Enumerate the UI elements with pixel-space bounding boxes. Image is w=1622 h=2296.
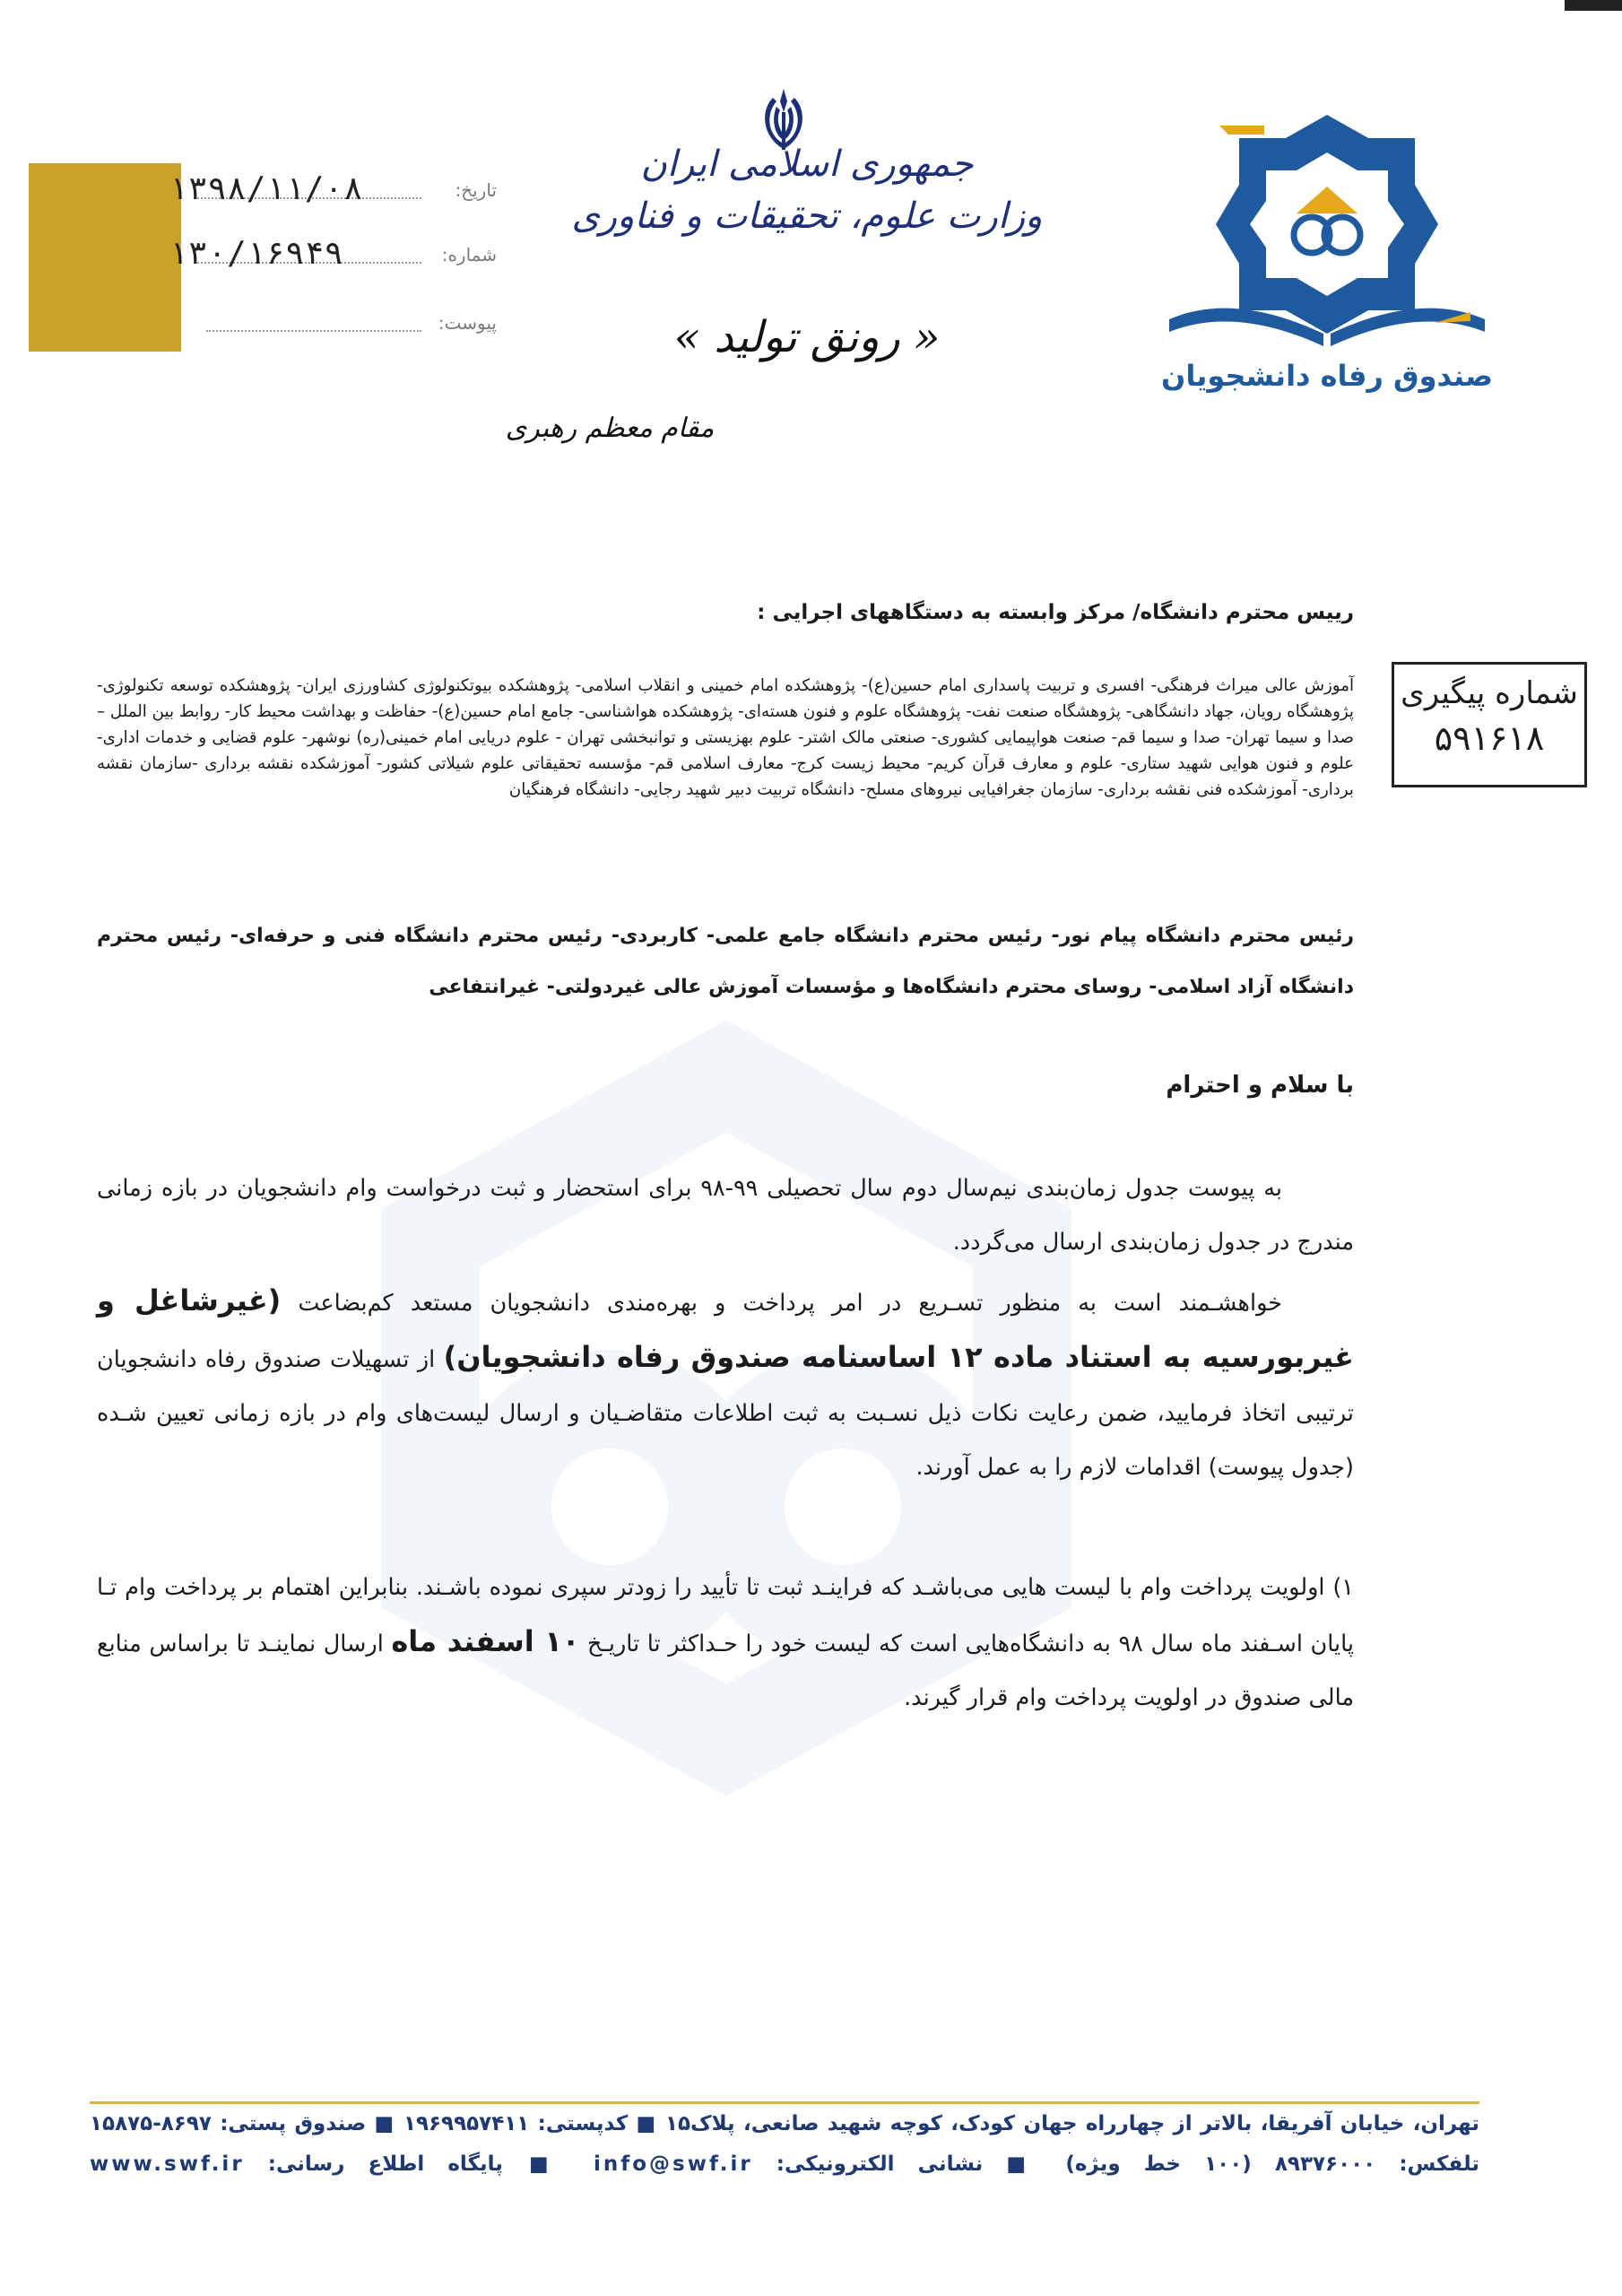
paragraph-1: به پیوست جدول زمان‌بندی نیم‌سال دوم سال تحصیلی ۹۹-۹۸ برای استحضار و ثبت درخواست وام دانشجویان در بازه زمانی مندرج در جدول زمان‌بندی ارسال می‌گردد. [97, 1175, 1354, 1256]
tracking-label: شماره پیگیری [1401, 675, 1578, 711]
date-value: ۱۳۹۸/۱۱/۰۸ [169, 170, 363, 207]
paragraph-2-part-a: خواهشـمند است به منظور تسـریع در امر پرداخت و بهره‌مندی دانشجویان مستعد کم‌بضاعت [298, 1290, 1283, 1317]
tracking-number-box [1392, 662, 1587, 787]
footer-phone: تلفکس: ۸۹۳۷۶۰۰۰ (۱۰۰ خط ویژه) [1065, 2152, 1479, 2176]
footer-contact [90, 2152, 1479, 2176]
greeting: با سلام و احترام [1166, 1072, 1354, 1099]
footer-website-link[interactable]: www.swf.ir [90, 2152, 245, 2176]
number-row [161, 235, 502, 271]
tracking-value: ۵۹۱۶۱۸ [1434, 718, 1545, 758]
paragraph-3 [97, 1561, 1354, 1725]
paragraph-2-emphasis: (غیرشاغل و غیربورسیه به استناد ماده ۱۲ اساسنامه صندوق رفاه دانشجویان) [97, 1283, 1355, 1374]
corner-color-block [29, 163, 181, 352]
swf-logo-icon [1166, 99, 1488, 359]
footer-address: تهران، خیابان آفریقا، بالاتر از چهارراه جهان کودک، کوچه شهید صانعی، پلاک۱۵ ■ کدپستی: ۱۹۶۹۹۵۷۴۱۱ ■ صندوق پستی: ۸۶۹۷-۱۵۸۷۵ [90, 2112, 1479, 2135]
recipient-heading: رییس محترم دانشگاه/ مرکز وابسته به دستگاههای اجرایی : [757, 601, 1354, 624]
footer-email-label: ■ نشانی الکترونیکی: [776, 2152, 1043, 2176]
attachment-dots [206, 330, 421, 332]
date-row [161, 170, 502, 206]
paragraph-3-part-a: ۱) اولویت پرداخت وام با لیست هایی می‌باشـد که فراینـد ثبت تا تأیید را زودتر سپری نموده باشـند. بنابراین اهتمام بر پرداخت وام تـا پایان اسـفند ماه سال ۹۸ به دانشگاه‌هایی است که لیست خود را حـداکثر تا تاریـخ [97, 1574, 1354, 1657]
recipients-list: رئیس محترم دانشگاه پیام نور- رئیس محترم دانشگاه جامع علمی- کاربردی- رئیس محترم دانشگاه فنی و حرفه‌ای- رئیس محترم دانشگاه آزاد اسلامی- روسای محترم دانشگاه‌ها و مؤسسات آموزش عالی غیردولتی- غیرانتفاعی [97, 925, 1354, 998]
paragraph-2 [97, 1274, 1354, 1494]
attachment-row [161, 305, 502, 341]
top-edge-mark [1565, 0, 1622, 11]
organizations-list: آموزش عالی میراث فرهنگی- افسری و تربیت پاسداری امام حسین(ع)- پژوهشکده امام خمینی و انقلاب اسلامی- پژوهشکده بیوتکنولوژی کشاورزی ایران- پژوهشکده توسعه تکنولوژی- پژوهشگاه رویان، جهاد دانشگاهی- پژوهشگاه صنعت نفت- پژوهشگاه علوم و فنون هسته‌ای- پژوهشکده هواشناسی- جامع امام حسین(ع)- حفاظت و بهداشت محیط کار- روابط بین الملل – صدا و سیما تهران- صدا و سیما قم- صنعت هواپیمایی کشوری- صنعتی مالک اشتر- علوم بهزیستی و توانبخشی تهران - علوم دریایی امام خمینی(ره) نوشهر- علوم قضایی و خدمات اداری- علوم و فنون هوایی شهید ستاری- علوم و معارف قرآن کریم- محیط زیست کرج- معارف اسلامی قم- مؤسسه تحقیقاتی علوم شیلاتی کشور- آموزشکده نقشه برداری -سازمان نقشه برداری- آموزشکده فنی نقشه برداری- سازمان جغرافیایی نیروهای مسلح- دانشگاه تربیت دبیر شهید رجایی- دانشگاه فرهنگیان [97, 676, 1354, 799]
slogan: « رونق تولید » [673, 312, 941, 362]
organization-name: صندوق رفاه دانشجویان [1161, 359, 1493, 393]
footer-rule [90, 2101, 1479, 2104]
number-value: ۱۳۰/۱۶۹۴۹ [169, 235, 344, 272]
paragraph-3-emphasis: ۱۰ اسفند ماه [391, 1624, 580, 1658]
number-label: شماره: [441, 244, 497, 265]
paragraph-3-part-b: ارسال نماینـد تا براساس منابع مالی صندوق در اولویت پرداخت وام قرار گیرند. [97, 1631, 1354, 1711]
date-label: تاریخ: [455, 179, 497, 201]
footer-website-label: ■ پایگاه اطلاع رسانی: [267, 2152, 568, 2176]
slogan-attribution: مقام معظم رهبری [505, 413, 715, 444]
government-title: جمهوری اسلامی ایران [640, 144, 974, 185]
ministry-title: وزارت علوم، تحقیقات و فناوری [571, 196, 1043, 237]
attachment-label: پیوست: [438, 312, 497, 334]
paragraph-2-part-b: از تسهیلات صندوق رفاه دانشجویان ترتیبی اتخاذ فرمایید، ضمن رعایت نکات ذیل نسـبت به ثبت اطلاعات متقاضـیان و ارسال لیست‌های وام در بازه زمانی تعیین شـده (جدول پیوست) اقدامات لازم را به عمل آورند. [97, 1346, 1354, 1481]
footer-email-link[interactable]: info@swf.ir [593, 2152, 753, 2176]
